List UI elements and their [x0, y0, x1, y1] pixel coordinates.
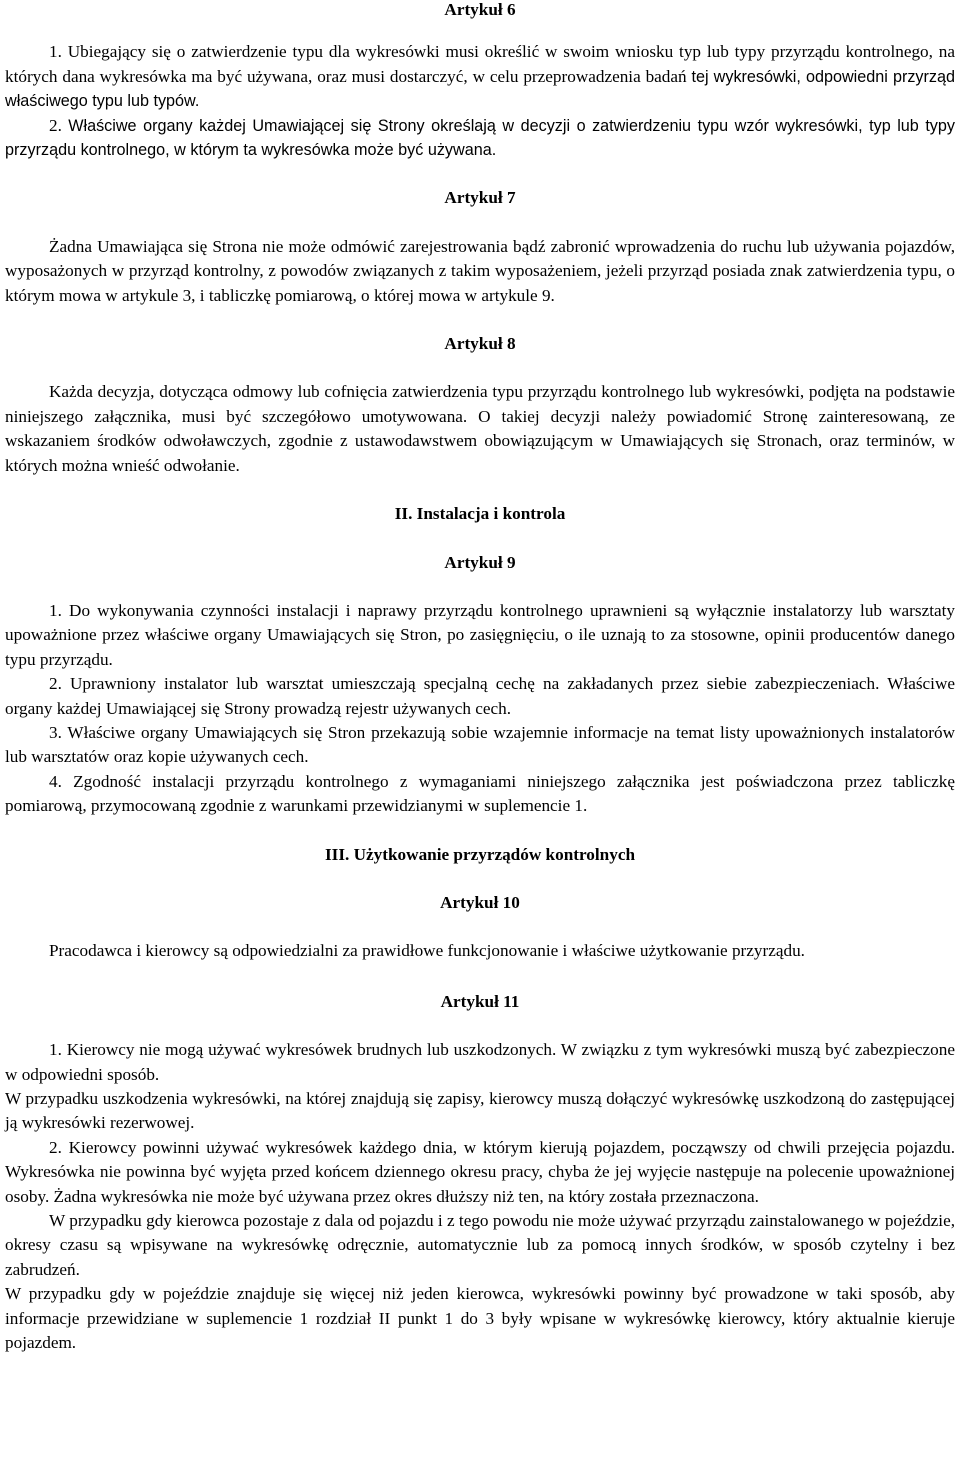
article-10-heading: Artykuł 10 [440, 892, 520, 912]
article-6-paragraph-1-number: 1. [49, 42, 62, 62]
article-11-paragraph-4: W przypadku gdy w pojeździe znajduje się więcej niż jeden kierowca, wykresówki powinny być prowadzone w taki sposób, aby informacje przewidziane w suplemencie 1 rozdział II punkt 1 do 3 były wpisane w wykresówkę kierowcy, który aktualnie kieruje pojazdem. [5, 1284, 955, 1353]
article-6-paragraph-2-text: Właściwe organy każdej Umawiającej się Strony określają w decyzji o zatwierdzeniu typu wzór wykresówki, typ lub typy przyrządu kontrolnego, w którym ta wykresówka może być używana. [5, 116, 956, 160]
article-9-paragraph-4: 4. Zgodność instalacji przyrządu kontrolnego z wymaganiami niniejszego załącznika jest poświadczona przez tabliczkę pomiarową, przymocowaną zgodnie z warunkami przewidzianymi w suplemencie 1. [5, 771, 955, 816]
article-8-heading: Artykuł 8 [444, 334, 516, 354]
article-11-heading: Artykuł 11 [440, 991, 520, 1011]
article-6-paragraph-1-text: Ubiegający się o zatwierdzenie typu dla wykresówki musi określić w swoim wniosku typ lub typy przyrządu kontrolnego, na których dana wykresówka ma być używana, oraz musi dostarczyć, w celu przeprowadzenia badań [5, 42, 956, 86]
article-11-paragraph-1b: W przypadku uszkodzenia wykresówki, na której znajdują się zapisy, kierowcy muszą dołączyć wykresówkę uszkodzoną do zastępującej ją wykresówki rezerwowej. [5, 1089, 955, 1133]
article-8-paragraph-1: Każda decyzja, dotycząca odmowy lub cofnięcia zatwierdzenia typu przyrządu kontrolnego lub wykresówki, podjęta na podstawie niniejszego załącznika, musi być szczegółowo umotywowana. O takiej decyzji należy powiadomić Stronę zainteresowaną, ze wskazaniem środków odwoławczych, zgodnie z ustawodawstwem obowiązującym w Umawiających się Stronach, oraz terminów, w których można wnieść odwołanie. [5, 382, 955, 475]
article-6-paragraph-2-number: 2. [49, 115, 62, 135]
article-9-paragraph-2: 2. Uprawniony instalator lub warsztat umieszczają specjalną cechę na zakładanych przez siebie zabezpieczeniach. Właściwe organy każdej Umawiającej się Strony prowadzą rejestr używanych cech. [5, 674, 955, 718]
article-11-paragraph-2: 2. Kierowcy powinni używać wykresówek każdego dnia, w którym kierują pojazdem, począwszy od chwili przejęcia pojazdu. Wykresówka nie powinna być wyjęta przed końcem dziennego okresu pracy, chyba że jej wyjęcie następuje na polecenie upoważnionej osoby. Żadna wykresówka nie może być używana przez okres dłuższy niż ten, na który została przeznaczona. [5, 1137, 955, 1206]
article-11-paragraph-3: W przypadku gdy kierowca pozostaje z dala od pojazdu i z tego powodu nie może używać przyrządu zainstalowanego w pojeździe, okresy czasu są wpisywane na wykresówkę odręcznie, automatycznie lub za pomocą innych środków, w sposób czytelny i bez zabrudzeń. [5, 1211, 955, 1279]
article-9-paragraph-3: 3. Właściwe organy Umawiających się Stron przekazują sobie wzajemnie informacje na temat listy upoważnionych instalatorów lub warsztatów oraz kopie używanych cech. [5, 722, 955, 767]
article-10-paragraph-1: Pracodawca i kierowcy są odpowiedzialni za prawidłowe funkcjonowanie i właściwe użytkowanie przyrządu. [49, 941, 805, 961]
section-2-heading: II. Instalacja i kontrola [394, 504, 566, 524]
article-6-paragraph-1 [5, 40, 955, 113]
article-7-heading: Artykuł 7 [444, 188, 516, 208]
article-6-heading: Artykuł 6 [444, 0, 516, 19]
article-9-paragraph-1: 1. Do wykonywania czynności instalacji i naprawy przyrządu kontrolnego uprawnieni są wyłącznie instalatorzy lub warsztaty upoważnione przez właściwe organy Umawiających się Stron, po zasięgnięciu, o ile uznają to za stosowne, opinii producentów danego typu przyrządu. [5, 600, 955, 669]
article-7-paragraph-1: Żadna Umawiająca się Strona nie może odmówić zarejestrowania bądź zabronić wprowadzenia do ruchu lub używania pojazdów, wyposażonych w przyrząd kontrolny, z powodów związanych z takim wyposażeniem, jeżeli przyrząd posiada znak zatwierdzenia typu, o którym mowa w artykule 3, i tabliczkę pomiarową, o której mowa w artykule 9. [5, 236, 955, 305]
article-6-paragraph-2 [5, 114, 955, 163]
article-11-paragraph-1: 1. Kierowcy nie mogą używać wykresówek brudnych lub uszkodzonych. W związku z tym wykresówki muszą być zabezpieczone w odpowiedni sposób. [5, 1040, 955, 1084]
article-6-paragraph-1-text-cont: tej wykresówki, odpowiedni przyrząd właściwego typu lub typów. [5, 67, 956, 111]
article-9-heading: Artykuł 9 [444, 552, 516, 572]
section-3-heading: III. Użytkowanie przyrządów kontrolnych [324, 844, 636, 864]
